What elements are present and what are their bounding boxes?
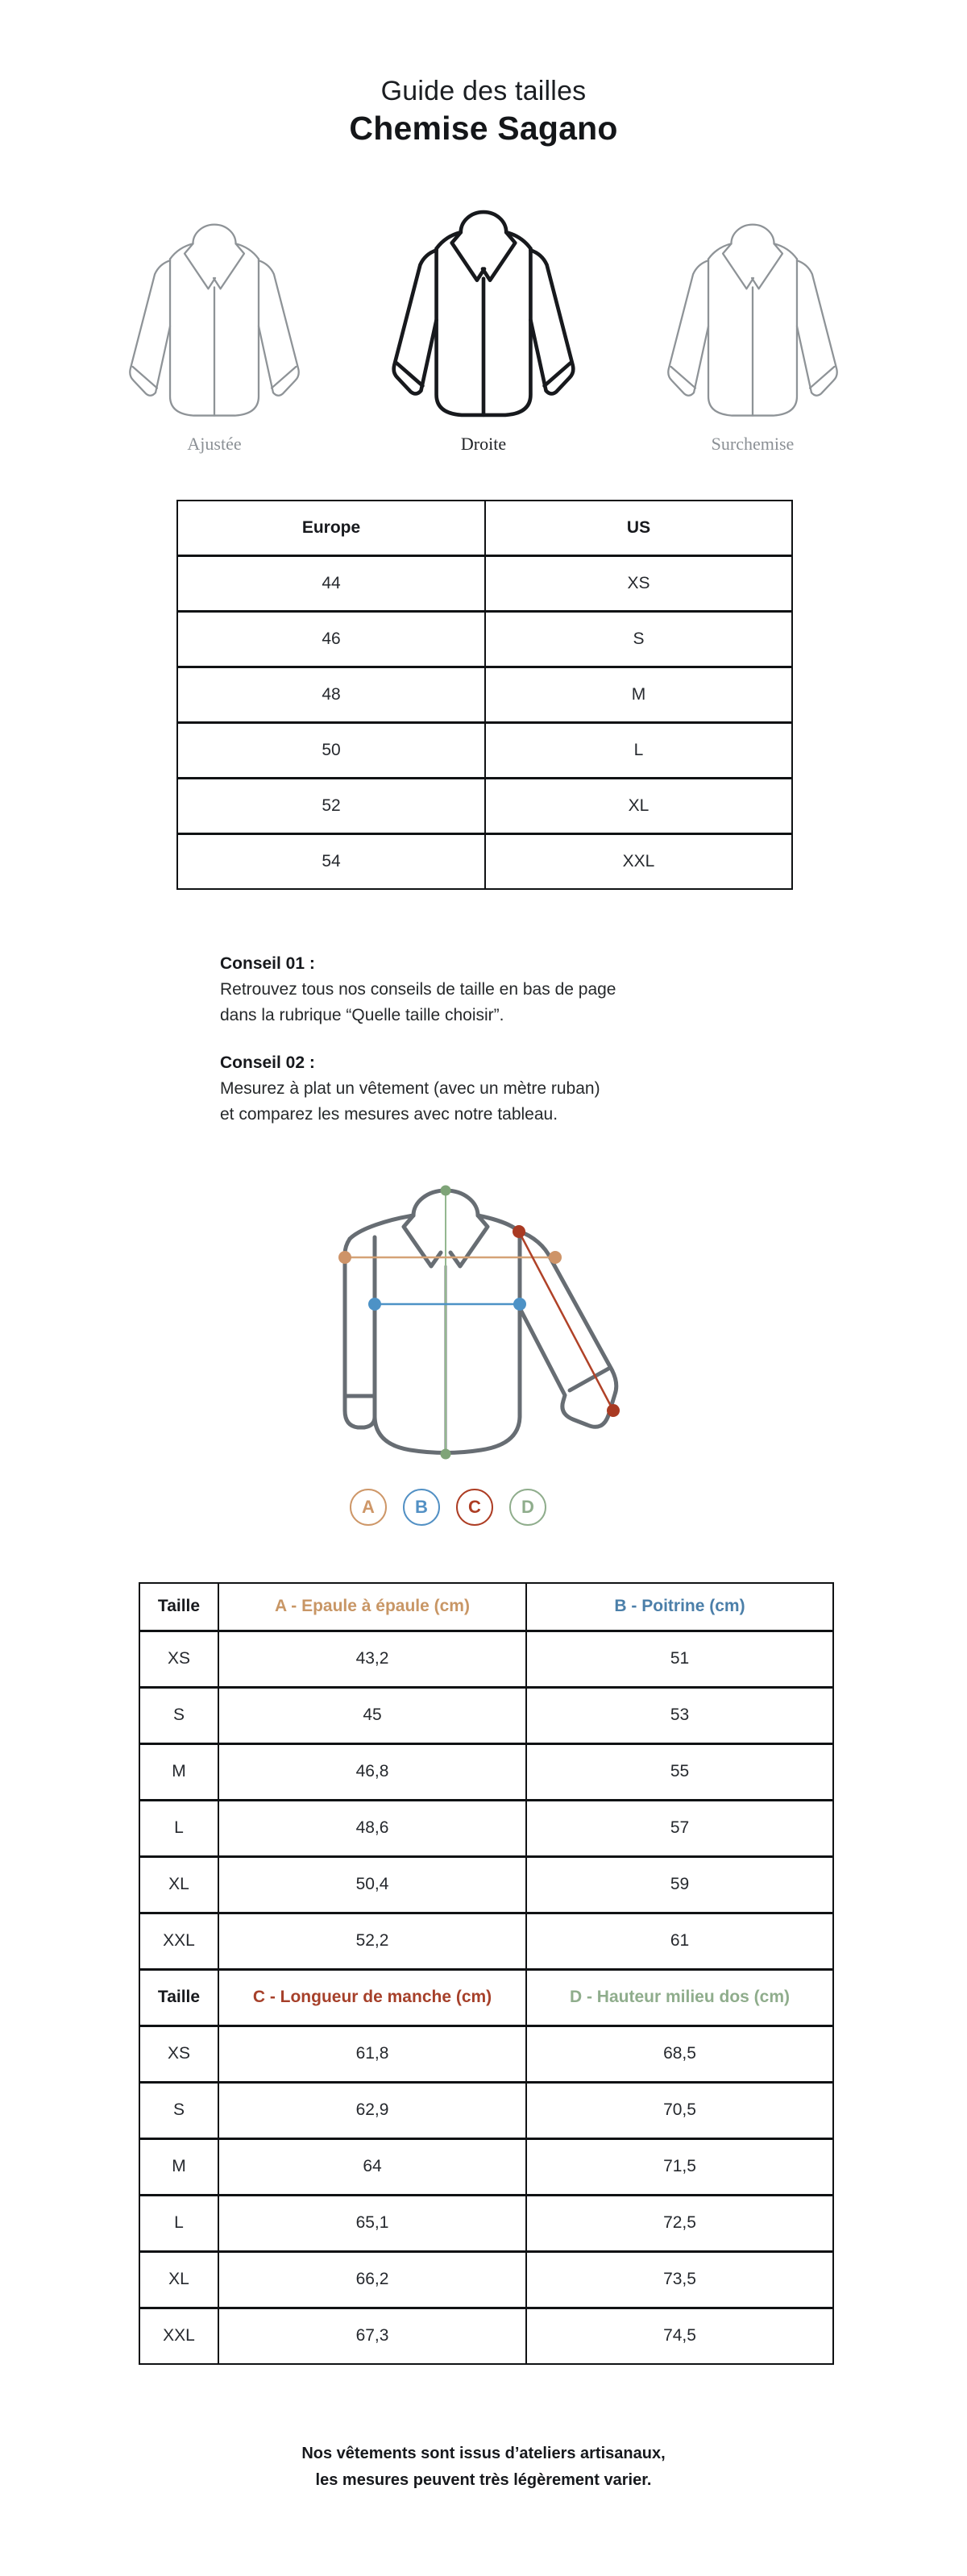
cell-size: L (139, 1800, 218, 1856)
fit-option-surchemise[interactable] (618, 206, 887, 455)
cell-c: 64 (218, 2138, 526, 2195)
fit-option-label: Surchemise (711, 434, 795, 454)
table-row (139, 2082, 833, 2138)
legend-d: D (509, 1489, 546, 1526)
cell-c: 62,9 (218, 2082, 526, 2138)
cell-c: 67,3 (218, 2308, 526, 2364)
cell-us: L (485, 722, 792, 778)
table-row (139, 1743, 833, 1800)
cell-size: S (139, 1687, 218, 1743)
legend-a: A (350, 1489, 387, 1526)
cell-size: L (139, 2195, 218, 2251)
table-row (139, 2308, 833, 2364)
cell-eu: 52 (177, 778, 485, 833)
table-header-row (177, 501, 792, 555)
cell-d: 70,5 (526, 2082, 833, 2138)
table-header-row-cd (139, 1969, 833, 2025)
table-row (139, 2251, 833, 2308)
cell-b: 57 (526, 1800, 833, 1856)
cell-eu: 50 (177, 722, 485, 778)
cell-a: 45 (218, 1687, 526, 1743)
tip-title: Conseil 01 : (220, 954, 315, 973)
cell-c: 66,2 (218, 2251, 526, 2308)
tip-title: Conseil 02 : (220, 1053, 315, 1072)
cell-a: 50,4 (218, 1856, 526, 1913)
col-header-c: C - Longueur de manche (cm) (218, 1969, 526, 2025)
footer-line: Nos vêtements sont issus d’ateliers artisanaux, (301, 2445, 666, 2462)
tips-block (220, 951, 768, 1128)
cell-b: 59 (526, 1856, 833, 1913)
cell-us: S (485, 611, 792, 667)
col-header-us: US (485, 501, 792, 555)
cell-d: 71,5 (526, 2138, 833, 2195)
cell-size: M (139, 1743, 218, 1800)
cell-b: 51 (526, 1631, 833, 1687)
cell-size: XS (139, 2025, 218, 2082)
table-row (139, 1687, 833, 1743)
table-row (139, 2195, 833, 2251)
cell-a: 52,2 (218, 1913, 526, 1969)
cell-a: 48,6 (218, 1800, 526, 1856)
cell-c: 61,8 (218, 2025, 526, 2082)
tip-line: et comparez les mesures avec notre tableau. (220, 1105, 558, 1124)
table-row (139, 2025, 833, 2082)
cell-size: XL (139, 2251, 218, 2308)
cell-size: XS (139, 1631, 218, 1687)
measure-line-b (368, 1298, 526, 1311)
tip-line: Retrouvez tous nos conseils de taille en bas de page (220, 980, 616, 999)
table-row (139, 1631, 833, 1687)
shirt-straight-icon (384, 206, 583, 424)
footer-note (0, 2441, 967, 2494)
cell-d: 74,5 (526, 2308, 833, 2364)
cell-b: 53 (526, 1687, 833, 1743)
col-header-taille: Taille (139, 1969, 218, 2025)
cell-b: 61 (526, 1913, 833, 1969)
diagram-shirt-outline (345, 1190, 616, 1453)
cell-eu: 48 (177, 667, 485, 722)
cell-us: XS (485, 555, 792, 611)
cell-size: M (139, 2138, 218, 2195)
cell-d: 68,5 (526, 2025, 833, 2082)
cell-eu: 54 (177, 833, 485, 889)
col-header-a: A - Epaule à épaule (cm) (218, 1583, 526, 1631)
measure-line-d (441, 1186, 451, 1460)
size-conversion-table (176, 500, 793, 890)
cell-a: 43,2 (218, 1631, 526, 1687)
cell-b: 55 (526, 1743, 833, 1800)
cell-a: 46,8 (218, 1743, 526, 1800)
cell-c: 65,1 (218, 2195, 526, 2251)
cell-size: S (139, 2082, 218, 2138)
legend-b: B (403, 1489, 440, 1526)
fit-option-droite[interactable] (349, 206, 618, 455)
cell-size: XXL (139, 1913, 218, 1969)
fit-option-label: Ajustée (187, 434, 242, 454)
table-row (139, 1800, 833, 1856)
fit-selector (0, 206, 967, 455)
table-header-row-ab (139, 1583, 833, 1631)
shirt-overshirt-icon (659, 219, 846, 424)
cell-us: XL (485, 778, 792, 833)
fit-option-ajustee[interactable] (80, 206, 349, 455)
tip-1 (220, 951, 768, 1028)
measurement-diagram (266, 1145, 645, 1467)
col-header-europe: Europe (177, 501, 485, 555)
table-row (139, 2138, 833, 2195)
table-row (177, 833, 792, 889)
measure-legend (350, 1489, 546, 1526)
table-row (139, 1913, 833, 1969)
cell-eu: 44 (177, 555, 485, 611)
tip-line: dans la rubrique “Quelle taille choisir”. (220, 1006, 504, 1024)
footer-line: les mesures peuvent très légèrement varier. (315, 2471, 652, 2489)
legend-c: C (456, 1489, 493, 1526)
product-title: Chemise Sagano (349, 110, 618, 147)
cell-us: M (485, 667, 792, 722)
tip-line: Mesurez à plat un vêtement (avec un mètre ruban) (220, 1079, 600, 1098)
col-header-taille: Taille (139, 1583, 218, 1631)
cell-eu: 46 (177, 611, 485, 667)
cell-size: XL (139, 1856, 218, 1913)
col-header-b: B - Poitrine (cm) (526, 1583, 833, 1631)
cell-d: 73,5 (526, 2251, 833, 2308)
tip-2 (220, 1050, 768, 1128)
col-header-d: D - Hauteur milieu dos (cm) (526, 1969, 833, 2025)
table-row (177, 611, 792, 667)
cell-d: 72,5 (526, 2195, 833, 2251)
fit-option-label: Droite (460, 434, 507, 454)
table-row (139, 1856, 833, 1913)
measurements-table (139, 1582, 834, 2365)
table-row (177, 778, 792, 833)
guide-subtitle: Guide des tailles (380, 76, 587, 106)
cell-us: XXL (485, 833, 792, 889)
table-row (177, 555, 792, 611)
table-row (177, 667, 792, 722)
cell-size: XXL (139, 2308, 218, 2364)
table-row (177, 722, 792, 778)
shirt-fitted-icon (121, 219, 308, 424)
